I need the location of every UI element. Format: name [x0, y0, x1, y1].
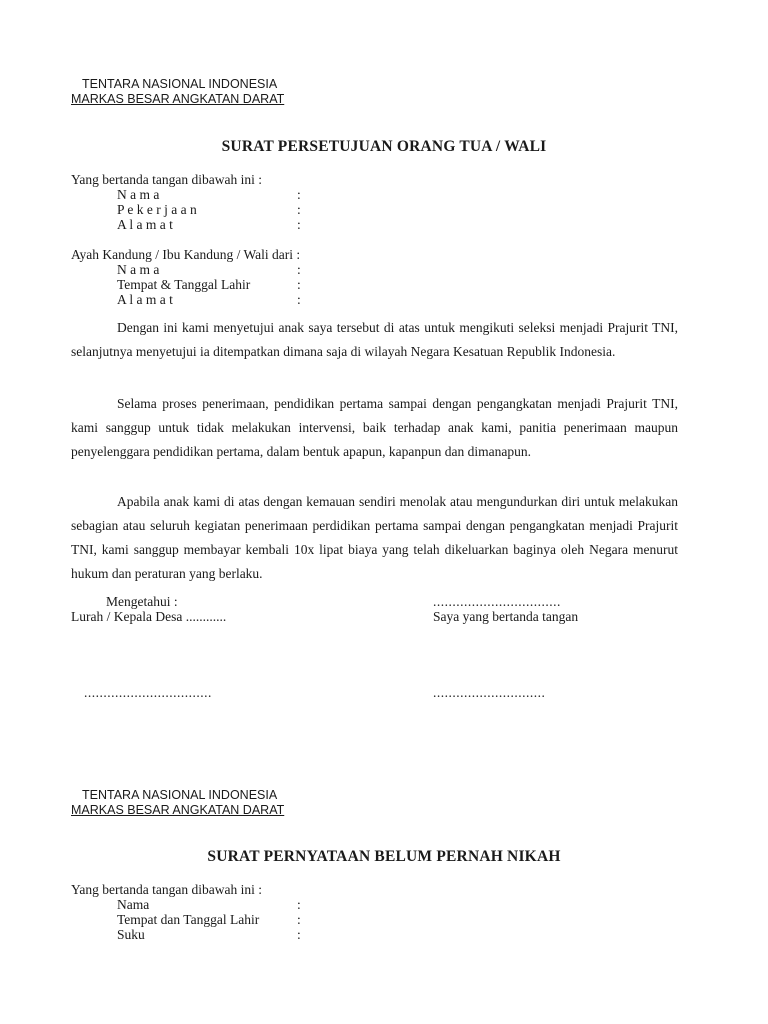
- doc1-paragraph-2: Selama proses penerimaan, pendidikan pertama sampai dengan pengangkatan menjadi Prajurit TNI, kami sanggup untuk tidak melakukan intervensi, baik terhadap anak kami, panitia penerimaan maupun penyelenggara pendidikan pertama, dalam bentuk apapun, kapanpun dan dimanapun.: [71, 396, 678, 459]
- doc2-title: SURAT PERNYATAAN BELUM PERNAH NIKAH: [207, 848, 561, 865]
- doc1-field2-nama-label: N a m a: [117, 262, 160, 277]
- doc2-field-suku-colon: :: [297, 927, 301, 942]
- sign-left-label: Mengetahui :: [106, 594, 178, 609]
- doc1-field2-alamat-colon: :: [297, 292, 301, 307]
- doc2-field-suku-label: Suku: [117, 927, 145, 942]
- doc1-field2-nama-colon: :: [297, 262, 301, 277]
- sign-right-dots: .................................: [433, 594, 561, 609]
- sign-left-name: .................................: [84, 685, 212, 700]
- doc1-field2-ttl-label: Tempat & Tanggal Lahir: [117, 277, 251, 292]
- doc1-field-alamat-colon: :: [297, 217, 301, 232]
- letterhead-org-line1: TENTARA NASIONAL INDONESIA: [82, 77, 278, 91]
- letterhead-org-line2: MARKAS BESAR ANGKATAN DARAT: [71, 92, 285, 106]
- sign-right-name: .............................: [433, 685, 546, 700]
- doc2-field-ttl-colon: :: [297, 912, 301, 927]
- doc2-field-ttl-label: Tempat dan Tanggal Lahir: [117, 912, 260, 927]
- doc2-intro: Yang bertanda tangan dibawah ini :: [71, 882, 262, 897]
- sign-left-title: Lurah / Kepala Desa ............: [71, 609, 227, 624]
- doc1-field2-alamat-label: A l a m a t: [117, 292, 173, 307]
- doc1-title: SURAT PERSETUJUAN ORANG TUA / WALI: [221, 138, 547, 155]
- doc1-field-alamat-label: A l a m a t: [117, 217, 173, 232]
- doc1-paragraph-1: Dengan ini kami menyetujui anak saya tersebut di atas untuk mengikuti seleksi menjadi Prajurit TNI, selanjutnya menyetujui ia ditempatkan dimana saja di wilayah Negara Kesatuan Republik Indonesia.: [71, 320, 678, 359]
- doc1-field-nama-colon: :: [297, 187, 301, 202]
- doc1-field2-ttl-colon: :: [297, 277, 301, 292]
- doc1-field-nama-label: N a m a: [117, 187, 160, 202]
- doc2-field-nama-colon: :: [297, 897, 301, 912]
- doc1-paragraph-3: Apabila anak kami di atas dengan kemauan sendiri menolak atau mengundurkan diri untuk melakukan sebagian atau seluruh kegiatan penerimaan perdidikan pertama sampai dengan pengangkatan menjadi Prajurit TNI, kami sanggup membayar kembali 10x lipat biaya yang telah dikeluarkan baginya oleh Negara menurut hukum dan peraturan yang berlaku.: [71, 494, 678, 581]
- doc1-field-pekerjaan-label: P e k e r j a a n: [117, 202, 197, 217]
- doc1-intro: Yang bertanda tangan dibawah ini :: [71, 172, 262, 187]
- doc1-field-pekerjaan-colon: :: [297, 202, 301, 217]
- sign-right-title: Saya yang bertanda tangan: [433, 609, 579, 624]
- doc2-field-nama-label: Nama: [117, 897, 150, 912]
- letterhead2-org-line2: MARKAS BESAR ANGKATAN DARAT: [71, 803, 285, 817]
- doc1-parent-line: Ayah Kandung / Ibu Kandung / Wali dari :: [71, 247, 301, 262]
- letterhead2-org-line1: TENTARA NASIONAL INDONESIA: [82, 788, 278, 802]
